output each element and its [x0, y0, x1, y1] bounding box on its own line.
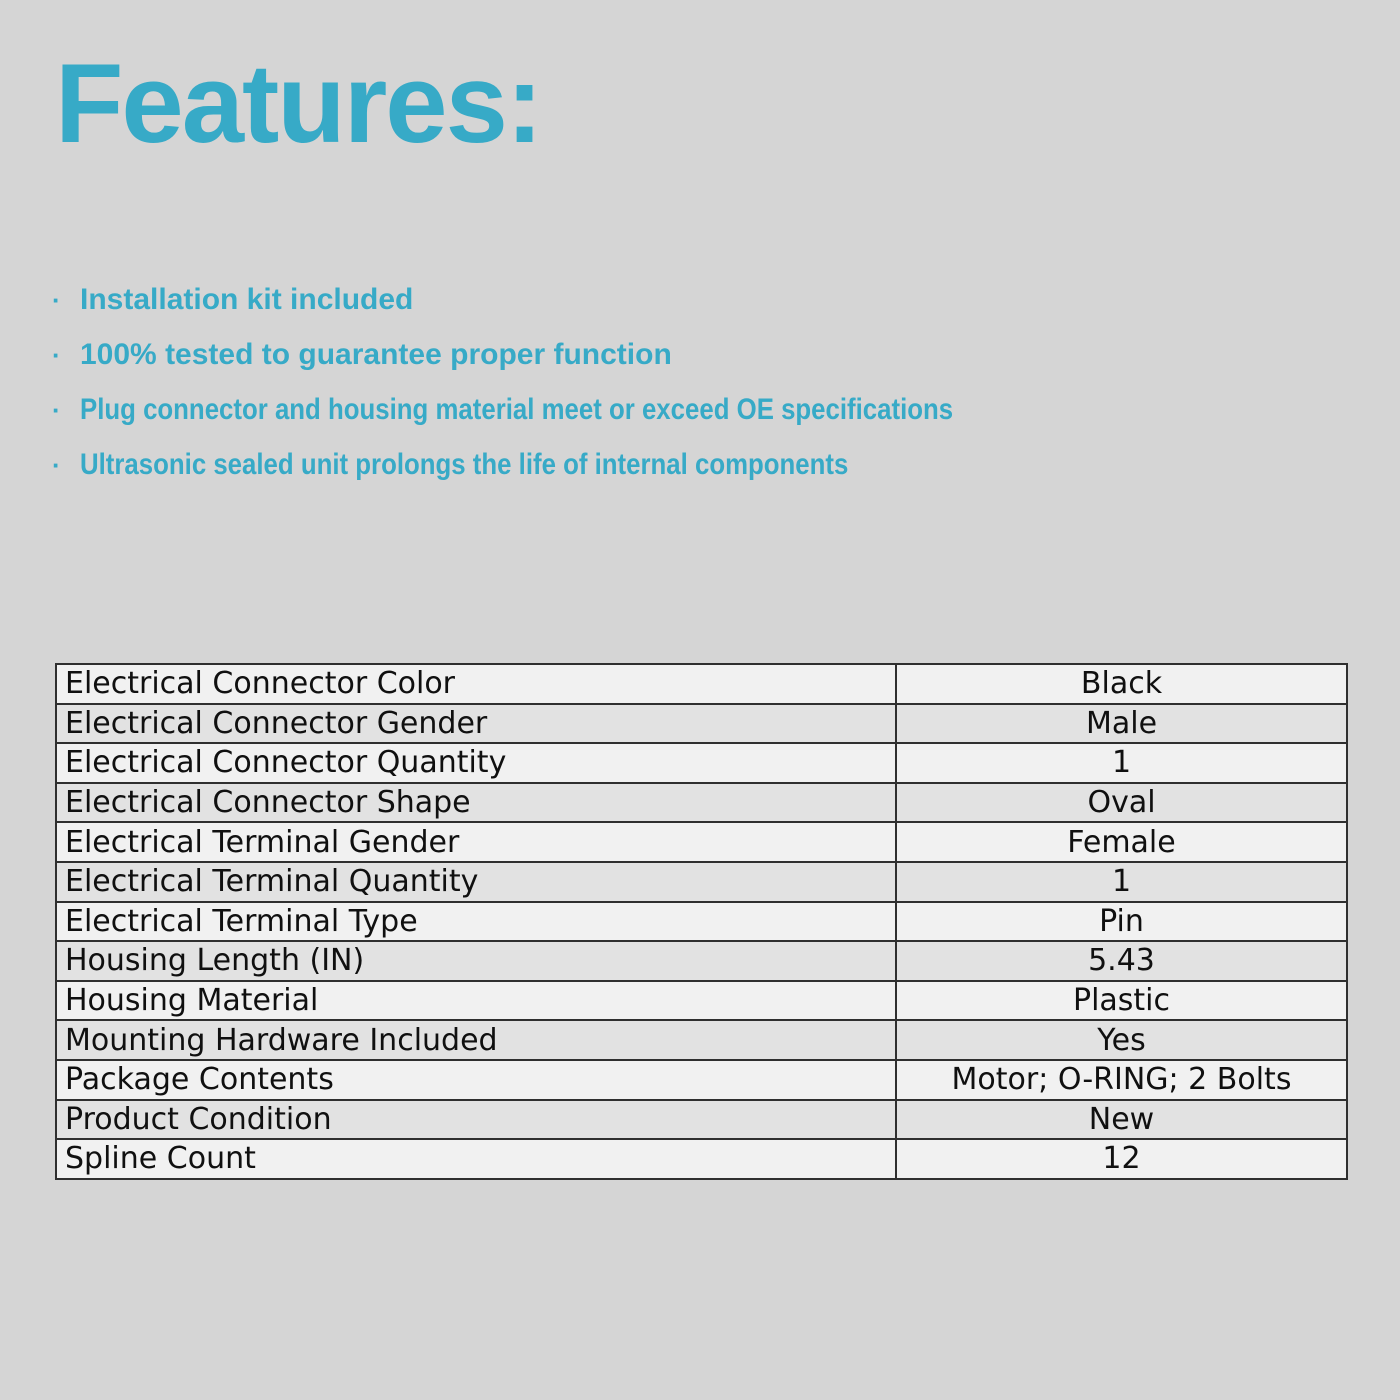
- feature-text: 100% tested to guarantee proper function: [80, 338, 672, 371]
- bullet-dot-icon: ·: [52, 395, 61, 425]
- spec-value: Pin: [896, 902, 1347, 942]
- table-row: [56, 822, 1347, 862]
- table-row: [56, 783, 1347, 823]
- spec-value: 1: [896, 862, 1347, 902]
- spec-value: New: [896, 1100, 1347, 1140]
- spec-label: Electrical Connector Quantity: [56, 743, 896, 783]
- table-row: [56, 1020, 1347, 1060]
- table-row: [56, 862, 1347, 902]
- table-row: [56, 704, 1347, 744]
- spec-value: 5.43: [896, 941, 1347, 981]
- features-list: [50, 283, 1095, 503]
- spec-value: 12: [896, 1139, 1347, 1179]
- table-row: [56, 941, 1347, 981]
- spec-value: 1: [896, 743, 1347, 783]
- table-row: [56, 743, 1347, 783]
- spec-value: Male: [896, 704, 1347, 744]
- spec-label: Electrical Terminal Type: [56, 902, 896, 942]
- spec-value: Black: [896, 664, 1347, 704]
- table-row: [56, 1060, 1347, 1100]
- spec-value: Oval: [896, 783, 1347, 823]
- spec-value: Female: [896, 822, 1347, 862]
- spec-label: Electrical Connector Gender: [56, 704, 896, 744]
- spec-label: Electrical Terminal Gender: [56, 822, 896, 862]
- feature-item: [50, 338, 1095, 393]
- table-row: [56, 1100, 1347, 1140]
- table-row: [56, 664, 1347, 704]
- spec-table-body: [56, 664, 1347, 1179]
- bullet-dot-icon: ·: [52, 450, 61, 480]
- table-row: [56, 1139, 1347, 1179]
- table-row: [56, 981, 1347, 1021]
- feature-item: [50, 283, 1095, 338]
- features-heading: Features:: [55, 41, 542, 166]
- table-row: [56, 902, 1347, 942]
- bullet-dot-icon: ·: [52, 285, 61, 315]
- feature-text: Installation kit included: [80, 283, 414, 316]
- spec-label: Electrical Connector Shape: [56, 783, 896, 823]
- feature-item: [50, 393, 1095, 448]
- spec-value: Yes: [896, 1020, 1347, 1060]
- bullet-dot-icon: ·: [52, 340, 61, 370]
- spec-label: Electrical Terminal Quantity: [56, 862, 896, 902]
- spec-label: Spline Count: [56, 1139, 896, 1179]
- spec-value: Motor; O-RING; 2 Bolts: [896, 1060, 1347, 1100]
- spec-label: Mounting Hardware Included: [56, 1020, 896, 1060]
- spec-label: Package Contents: [56, 1060, 896, 1100]
- spec-value: Plastic: [896, 981, 1347, 1021]
- spec-label: Housing Material: [56, 981, 896, 1021]
- spec-label: Housing Length (IN): [56, 941, 896, 981]
- feature-item: [50, 448, 1095, 503]
- feature-text: Plug connector and housing material meet or exceed OE specifications: [80, 393, 954, 426]
- spec-label: Product Condition: [56, 1100, 896, 1140]
- feature-text: Ultrasonic sealed unit prolongs the life of internal components: [80, 448, 849, 481]
- spec-label: Electrical Connector Color: [56, 664, 896, 704]
- spec-table: [55, 663, 1348, 1180]
